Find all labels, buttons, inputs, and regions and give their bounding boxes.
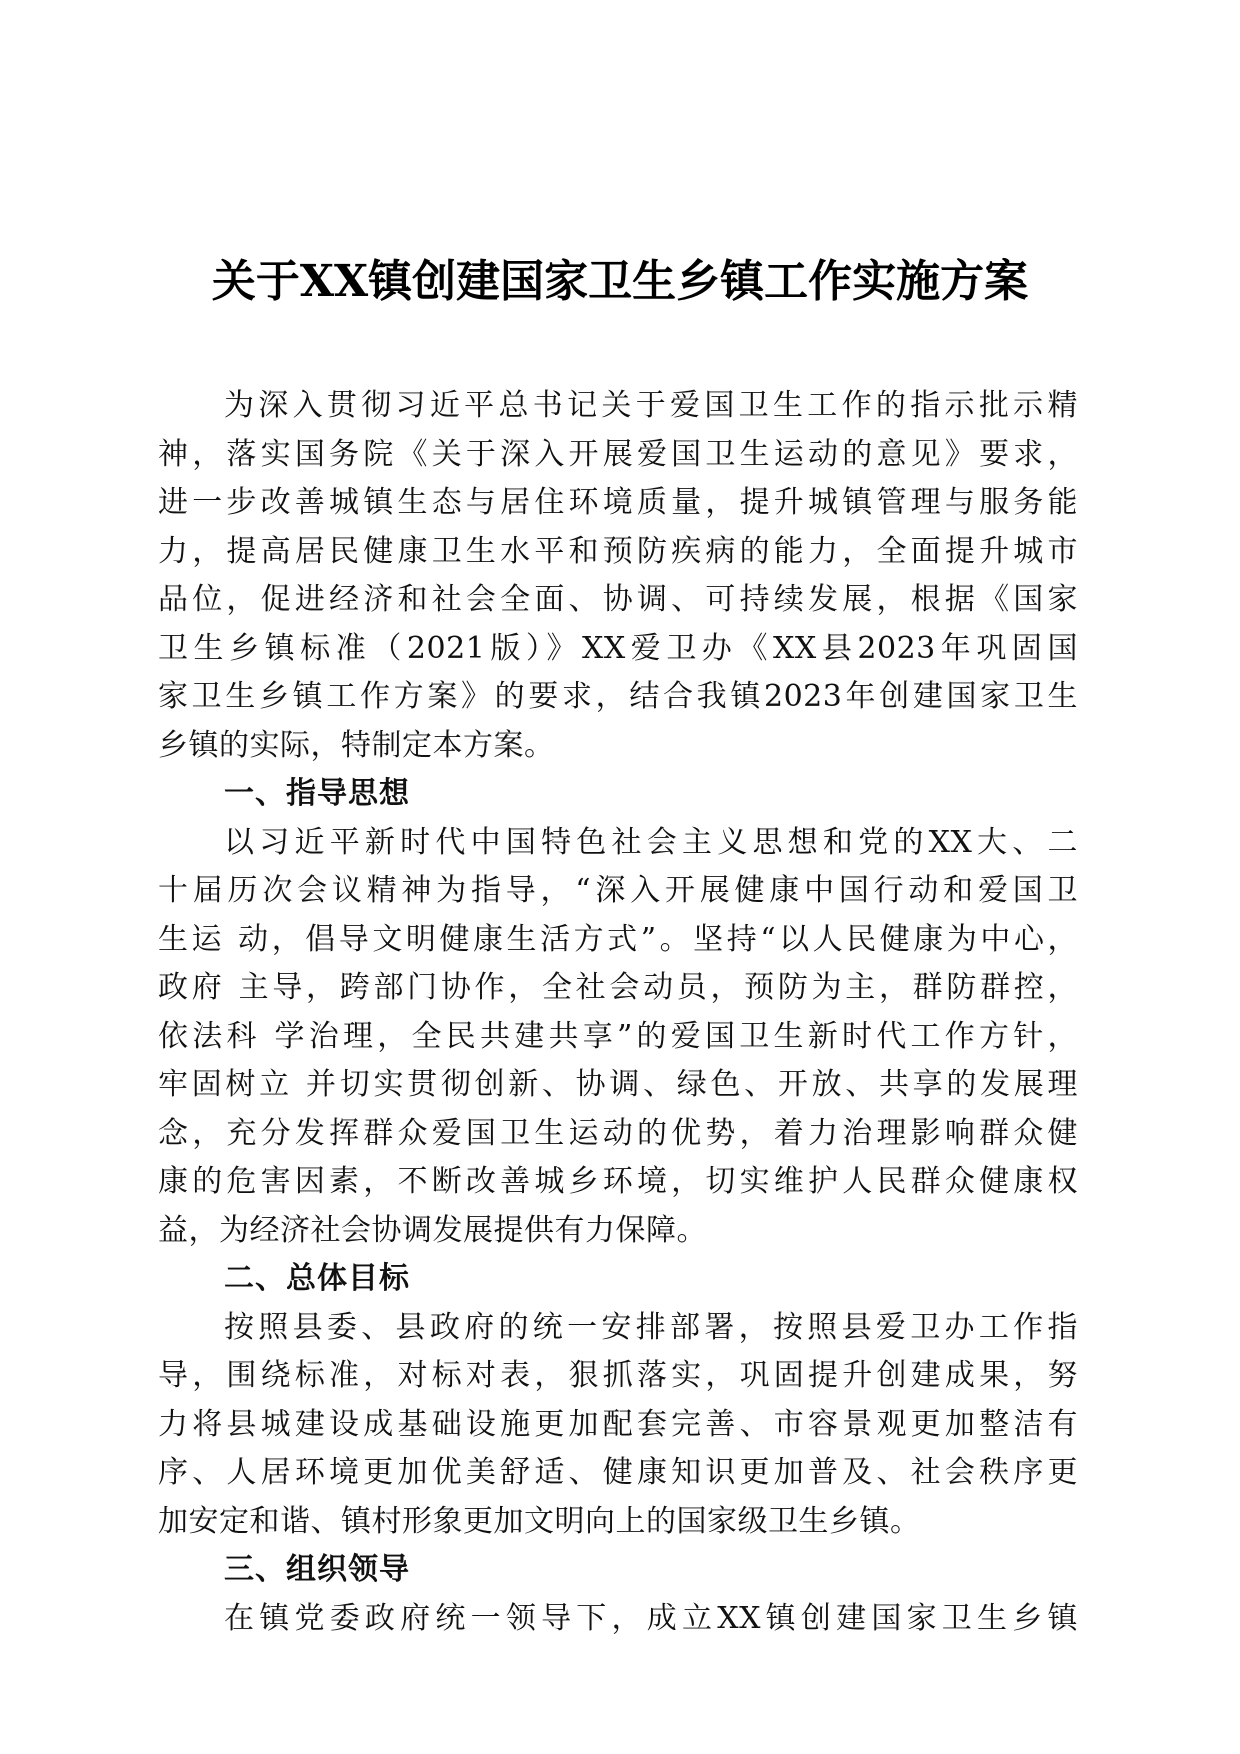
organization-leadership-paragraph — [158, 1595, 1078, 1644]
paragraph-line: 为深入贯彻习近平总书记关于爱国卫生工作的指示批示精 — [224, 388, 1078, 423]
paragraph-line: 以习近平新时代中国特色社会主义思想和党的XX大、二 — [224, 824, 1078, 860]
document-body — [158, 382, 1078, 1643]
paragraph-line: 乡镇的实际，特制定本方案。 — [158, 727, 555, 763]
paragraph-line: 益，为经济社会协调发展提供有力保障。 — [158, 1212, 707, 1248]
paragraph-line: 康的危害因素，不断改善城乡环境，切实维护人民群众健康权 — [158, 1164, 1078, 1199]
paragraph-line: 力将县城建设成基础设施更加配套完善、市容景观更加整洁有 — [158, 1406, 1078, 1442]
paragraph-line: 卫生乡镇标准（2021版）》XX爱卫办《XX县2023年巩固国 — [158, 630, 1078, 666]
paragraph-line: 生运 动，倡导文明健康生活方式”。坚持“以人民健康为中心， — [158, 921, 1078, 957]
intro-paragraph — [158, 382, 1078, 770]
paragraph-line: 品位，促进经济和社会全面、协调、可持续发展，根据《国家 — [158, 582, 1078, 617]
paragraph-line: 序、人居环境更加优美舒适、健康知识更加普及、社会秩序更 — [158, 1455, 1078, 1490]
paragraph-line: 政府 主导，跨部门协作，全社会动员，预防为主，群防群控， — [158, 970, 1078, 1005]
paragraph-line: 牢固树立 并切实贯彻创新、协调、绿色、开放、共享的发展理 — [158, 1067, 1078, 1102]
section-heading-overall-goals: 二、总体目标 — [224, 1261, 410, 1296]
paragraph-line: 依法科 学治理，全民共建共享”的爱国卫生新时代工作方针， — [158, 1018, 1078, 1054]
overall-goals-paragraph — [158, 1304, 1078, 1547]
paragraph-line: 进一步改善城镇生态与居住环境质量，提升城镇管理与服务能 — [158, 485, 1078, 520]
section-heading-organization-leadership: 三、组织领导 — [224, 1552, 410, 1587]
document-title: 关于XX镇创建国家卫生乡镇工作实施方案 — [211, 256, 1029, 307]
paragraph-line: 力，提高居民健康卫生水平和预防疾病的能力，全面提升城市 — [158, 533, 1078, 569]
section-heading-guiding-ideology: 一、指导思想 — [224, 776, 410, 811]
paragraph-line: 在镇党委政府统一领导下，成立XX镇创建国家卫生乡镇 — [224, 1600, 1078, 1636]
paragraph-line: 家卫生乡镇工作方案》的要求，结合我镇2023年创建国家卫生 — [158, 679, 1078, 714]
paragraph-line: 念，充分发挥群众爱国卫生运动的优势，着力治理影响群众健 — [158, 1115, 1078, 1151]
paragraph-line: 加安定和谐、镇村形象更加文明向上的国家级卫生乡镇。 — [158, 1503, 921, 1539]
paragraph-line: 按照县委、县政府的统一安排部署，按照县爱卫办工作指 — [224, 1309, 1078, 1345]
paragraph-line: 神，落实国务院《关于深入开展爱国卫生运动的意见》要求， — [158, 436, 1078, 472]
paragraph-line: 导，围绕标准，对标对表，狠抓落实，巩固提升创建成果，努 — [158, 1358, 1078, 1393]
paragraph-line: 十届历次会议精神为指导，“深入开展健康中国行动和爱国卫 — [158, 873, 1078, 908]
guiding-ideology-paragraph — [158, 819, 1078, 1256]
